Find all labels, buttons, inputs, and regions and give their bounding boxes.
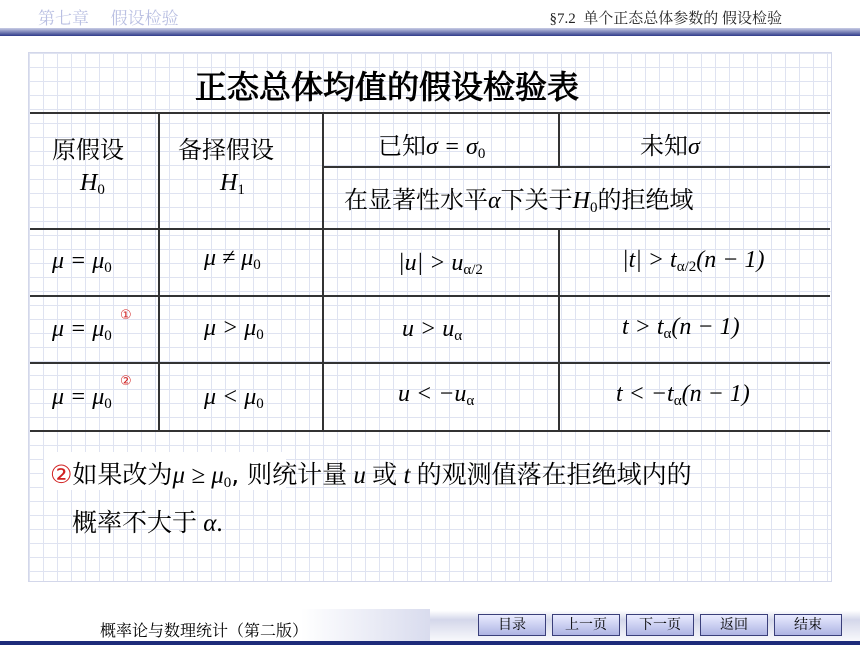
book-title: 概率论与数理统计（第二版） (100, 621, 309, 640)
note-u: u (353, 462, 366, 489)
note-part4: 的观测值落在拒绝域内的 (416, 460, 692, 489)
row2-h0 (52, 316, 112, 345)
row2-known-text: u > u (402, 316, 455, 342)
h0-sub: 0 (97, 182, 105, 198)
row1-unknown-text: |t| > t (622, 247, 677, 273)
table-vline-1 (158, 112, 160, 430)
header-rejection-region (344, 180, 693, 217)
table-line-row1 (30, 295, 830, 297)
row2-unknown (622, 314, 740, 343)
note-circle-marker: ② (50, 460, 73, 489)
note-line-1 (50, 455, 692, 492)
row2-unknown-tail: (n − 1) (671, 314, 740, 340)
row3-unknown (616, 381, 750, 410)
row2-h1-text: μ > μ (204, 315, 257, 341)
slide-header (0, 0, 860, 36)
row3-unknown-tail: (n − 1) (681, 381, 750, 407)
section-title: §7.2 单个正态总体参数的 假设检验 (549, 11, 782, 27)
end-button[interactable]: 结束 (774, 614, 842, 636)
row3-h0-text: μ = μ (52, 384, 105, 410)
row1-unknown-tail: (n − 1) (696, 247, 765, 273)
row2-h1 (204, 315, 264, 344)
unknown-sigma: σ (688, 134, 700, 160)
h1-sub: 1 (237, 182, 245, 198)
h0-symbol: H (80, 170, 98, 196)
note-formula: μ ≥ μ (172, 462, 224, 489)
row1-known-sub: α/2 (463, 262, 483, 278)
row1-known (398, 250, 483, 279)
header-null-hypothesis: 原假设 (52, 136, 124, 164)
row1-h0-sub: 0 (104, 260, 112, 276)
row2-h1-sub: 0 (256, 327, 264, 343)
row1-h0-text: μ = μ (52, 248, 105, 274)
note-formula-sub: 0 (223, 475, 232, 491)
row2-unknown-sub: α (663, 326, 672, 342)
note-part2: , 则统计量 (231, 460, 348, 489)
note-part3: 或 (372, 460, 398, 489)
table-line-bottom (30, 430, 830, 432)
row2-unknown-text: t > t (622, 314, 664, 340)
rej-h-sub: 0 (589, 200, 598, 216)
table-vline-3 (558, 228, 560, 430)
rej-alpha: α (488, 188, 501, 214)
table-line-top (30, 112, 830, 114)
row1-h1 (204, 245, 261, 274)
table-line-header-bottom (30, 228, 830, 230)
header-h0-symbol (80, 170, 105, 199)
row1-unknown (622, 247, 764, 276)
row1-h0 (52, 248, 112, 277)
row3-unknown-text: t < −t (616, 381, 674, 407)
next-page-button[interactable]: 下一页 (626, 614, 694, 636)
row3-known-sub: α (466, 393, 475, 409)
table-line-row2 (30, 362, 830, 364)
header-alt-hypothesis: 备择假设 (178, 136, 274, 164)
row3-known-text: u < −u (398, 381, 467, 407)
row1-h1-sub: 0 (253, 257, 261, 273)
row2-h0-sub: 0 (104, 328, 112, 344)
row1-h1-text: μ ≠ μ (204, 245, 254, 271)
header-known-sigma (378, 126, 485, 163)
note-line2-b: . (216, 510, 223, 537)
rej-a: 在显著性水平 (344, 186, 488, 214)
row2-footnote-marker: ① (120, 308, 132, 323)
known-sigma-sub: 0 (477, 146, 486, 162)
h1-symbol: H (220, 170, 238, 196)
chapter-title: 第七章 假设检验 (38, 9, 179, 29)
known-label: 已知 (378, 132, 426, 160)
row3-known (398, 381, 474, 410)
known-sigma: σ = σ (426, 134, 478, 160)
row2-known (402, 316, 462, 345)
rej-c: 的拒绝域 (597, 186, 694, 214)
note-line-2 (72, 503, 223, 539)
table-line-header-split (322, 166, 830, 168)
row3-h1-text: μ < μ (204, 384, 257, 410)
back-button[interactable]: 返回 (700, 614, 768, 636)
table-vline-2 (322, 112, 324, 430)
header-unknown-sigma (640, 126, 700, 161)
note-line2-a: 概率不大于 (72, 508, 198, 537)
rej-h: H (572, 188, 590, 214)
row3-h1 (204, 384, 264, 413)
toc-button[interactable]: 目录 (478, 614, 546, 636)
row1-known-text: |u| > u (398, 250, 464, 276)
table-vline-3-header (558, 112, 560, 168)
footer-dark-line (0, 641, 860, 645)
row3-h0-sub: 0 (104, 396, 112, 412)
row3-unknown-sub: α (673, 393, 682, 409)
note-t: t (403, 462, 411, 489)
table-title: 正态总体均值的假设检验表 (195, 68, 580, 106)
rej-b: 下关于 (500, 186, 573, 214)
row3-h1-sub: 0 (256, 396, 264, 412)
note-part1: 如果改为 (72, 460, 173, 489)
row1-unknown-sub: α/2 (676, 259, 697, 275)
slide-footer (0, 603, 860, 645)
row2-known-sub: α (454, 328, 463, 344)
row3-footnote-marker: ② (120, 374, 132, 389)
header-band (0, 28, 860, 36)
prev-page-button[interactable]: 上一页 (552, 614, 620, 636)
header-h1-symbol (220, 170, 245, 199)
row2-h0-text: μ = μ (52, 316, 105, 342)
unknown-label: 未知 (640, 132, 688, 160)
note-line2-alpha: α (203, 510, 217, 537)
row3-h0 (52, 384, 112, 413)
